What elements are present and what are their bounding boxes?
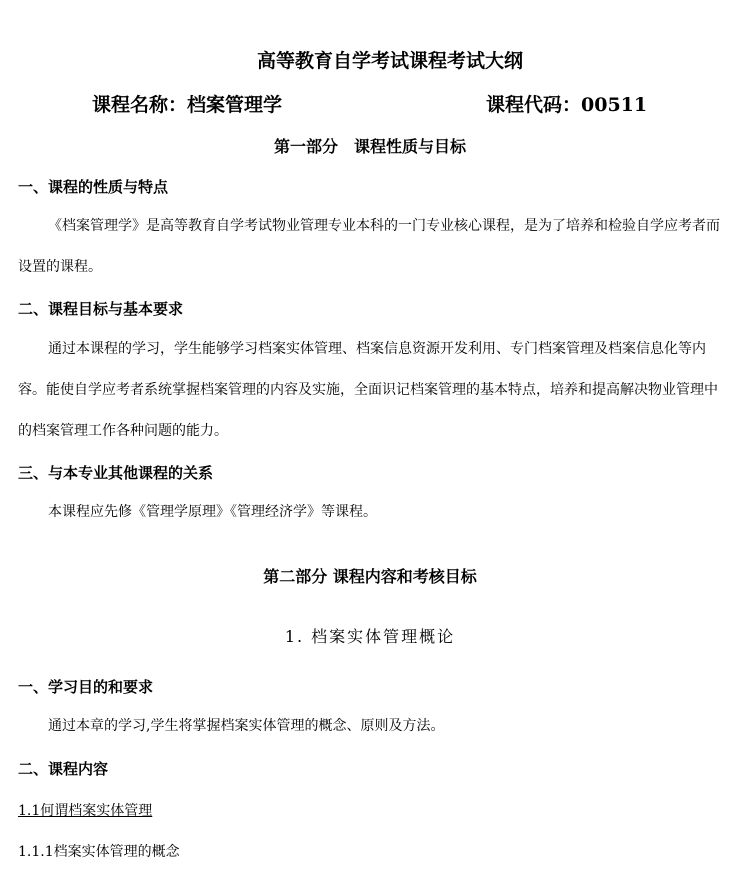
part1-section2-heading: 二、课程目标与基本要求: [18, 300, 184, 318]
part2-section2-heading: 二、课程内容: [18, 760, 109, 778]
part1-section3-heading: 三、与本专业其他课程的关系: [18, 464, 214, 482]
part1-section1-text: 《档案管理学》是高等教育自学考试物业管理专业本科的一门专业核心课程，是为了培养和检验自学应考者而设置的课程。: [18, 218, 720, 275]
course-name: 课程名称：档案管理学: [92, 94, 283, 116]
part2-title: 第二部分 课程内容和考核目标: [263, 567, 477, 586]
subsection-1-1-1: 1.1.1档案实体管理的概念: [18, 844, 180, 860]
course-code: 课程代码：00511: [486, 94, 648, 116]
chapter-title: 1. 档案实体管理概论: [284, 627, 456, 646]
subsection-1-1: 1.1何谓档案实体管理: [18, 803, 153, 819]
document-title: 高等教育自学考试课程考试大纲: [256, 50, 523, 72]
part1-section1-heading: 一、课程的性质与特点: [18, 178, 169, 196]
part2-section1-heading: 一、学习目的和要求: [18, 678, 154, 696]
part1-title: 第一部分 课程性质与目标: [273, 137, 466, 156]
part2-section1-text: 通过本章的学习,学生将掌握档案实体管理的概念、原则及方法。: [48, 718, 445, 734]
part1-section2-text: 通过本课程的学习，学生能够学习档案实体管理、档案信息资源开发利用、专门档案管理及档案信息化等内容。能使自学应考者系统掌握档案管理的内容及实施，全面识记档案管理的基本特点，培养和提高解决物业管理中的档案管理工作各种问题的能力。: [18, 341, 718, 439]
part1-section3-text: 本课程应先修《管理学原理》《管理经济学》等课程。: [48, 504, 377, 520]
